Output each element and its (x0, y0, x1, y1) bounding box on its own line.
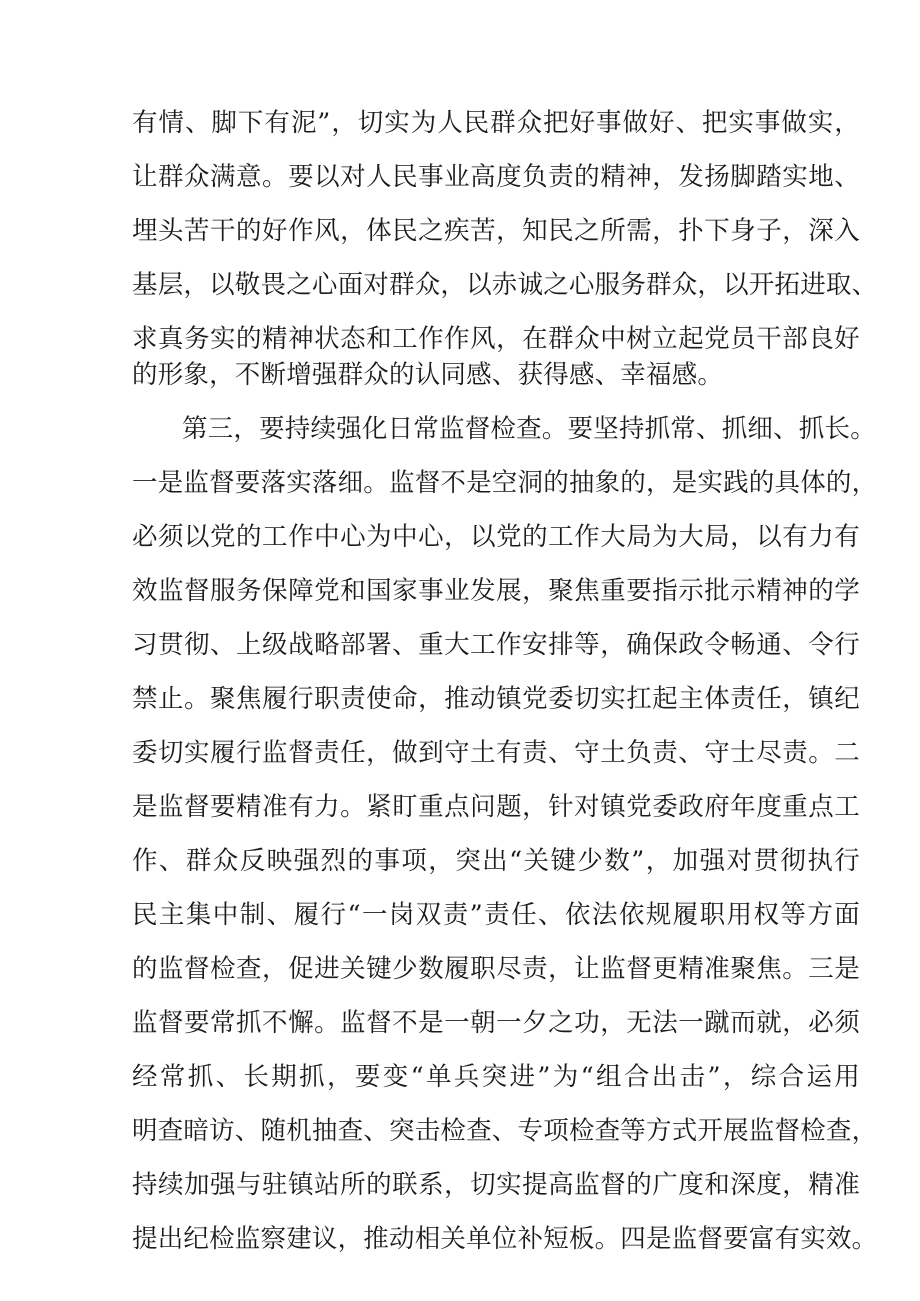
text-line: 委切实履行监督责任，做到守土有责、守土负责、守士尽责。二 (132, 738, 860, 768)
text-line: 监督要常抓不懈。监督不是一朝一夕之功，无法一蹴而就，必须 (132, 1008, 860, 1038)
text-line: 提出纪检监察建议，推动相关单位补短板。四是监督要富有实效。 (132, 1224, 878, 1254)
text-line: 持续加强与驻镇站所的联系，切实提高监督的广度和深度，精准 (132, 1170, 860, 1200)
text-line: 经常抓、长期抓，要变“单兵突进”为“组合出击”，综合运用 (132, 1062, 860, 1092)
text-line: 有情、脚下有泥”，切实为人民群众把好事做好、把实事做实， (132, 108, 860, 138)
text-line: 必须以党的工作中心为中心，以党的工作大局为大局，以有力有 (132, 522, 860, 552)
text-line: 习贯彻、上级战略部署、重大工作安排等，确保政令畅通、令行 (132, 630, 860, 660)
text-line: 让群众满意。要以对人民事业高度负责的精神，发扬脚踏实地、 (132, 162, 860, 192)
text-line: 是监督要精准有力。紧盯重点问题，针对镇党委政府年度重点工 (132, 792, 860, 822)
text-line: 埋头苦干的好作风，体民之疾苦，知民之所需，扑下身子，深入 (132, 216, 860, 246)
text-line: 禁止。聚焦履行职责使命，推动镇党委切实扛起主体责任，镇纪 (132, 684, 860, 714)
text-line: 的形象，不断增强群众的认同感、获得感、幸福感。 (132, 360, 724, 390)
text-line: 明查暗访、随机抽查、突击检查、专项检查等方式开展监督检查， (132, 1116, 878, 1146)
text-line: 基层，以敬畏之心面对群众，以赤诚之心服务群众，以开拓进取、 (132, 270, 878, 300)
text-line: 效监督服务保障党和国家事业发展，聚焦重要指示批示精神的学 (132, 576, 860, 606)
text-line: 民主集中制、履行“一岗双责”责任、依法依规履职用权等方面 (132, 900, 860, 930)
text-line: 一是监督要落实落细。监督不是空洞的抽象的，是实践的具体的， (132, 468, 878, 498)
text-line: 求真务实的精神状态和工作作风，在群众中树立起党员干部良好 (132, 324, 860, 354)
text-line: 的监督检查，促进关键少数履职尽责，让监督更精准聚焦。三是 (132, 954, 860, 984)
text-line: 作、群众反映强烈的事项，突出“关键少数”，加强对贯彻执行 (132, 846, 860, 876)
paragraph-first-line: 第三，要持续强化日常监督检查。要坚持抓常、抓细、抓长。 (182, 414, 876, 444)
